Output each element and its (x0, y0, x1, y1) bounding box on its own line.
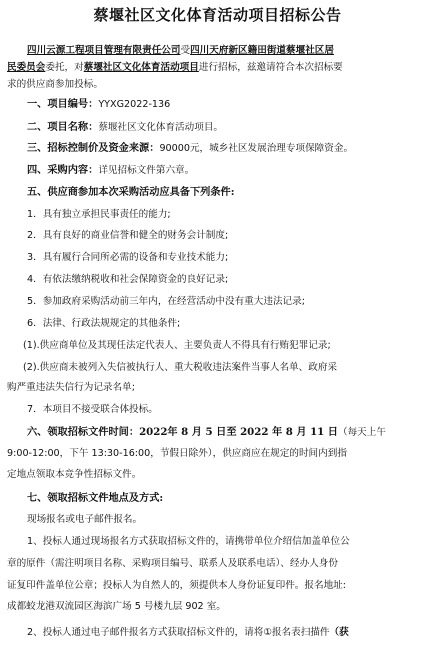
section-7-para-2: 证复印件盖单位公章；投标人为自然人的，须提供本人身份证复印件。报名地址: (7, 580, 347, 591)
condition-subitem-cont: 购严重违法失信行为记录名单; (7, 382, 135, 393)
section-7-para-2: 成都蛟龙港双流园区海滨广场 5 号楼九层 902 室。 (7, 601, 226, 612)
section-1: 一、项目编号：YYXG2022-136 (27, 98, 171, 110)
condition-item: 3．具有履行合同所必需的设备和专业技术能力; (27, 252, 229, 263)
section-7-para-3: 2、投标人通过电子邮件报名方式获取招标文件的，请将①报名表扫描件（获 (27, 627, 349, 638)
section-7-para-1: 现场报名或电子邮件报名。 (27, 514, 143, 525)
section-5-heading: 五、供应商参加本次采购活动应具备下列条件: (27, 186, 235, 198)
project-name: 蔡堰社区文化体育活动项目 (83, 62, 199, 73)
condition-item: 7．本项目不接受联合体投标。 (27, 404, 158, 415)
page-title: 蔡堰社区文化体育活动项目招标公告 (93, 6, 342, 24)
intro-line-2: 民委员会委托，对蔡堰社区文化体育活动项目进行招标，兹邀请符合本次招标要 (7, 62, 343, 73)
condition-item: 1．具有独立承担民事责任的能力; (27, 209, 171, 220)
section-2: 二、项目名称：蔡堰社区文化体育活动项目。 (27, 121, 224, 133)
pickup-dates: 2022年 8 月 5 日至 2022 年 8 月 11 日 (139, 426, 338, 438)
owner-name: 四川天府新区籍田街道蔡堰社区居 (190, 45, 334, 56)
condition-item: 4．有依法缴纳税收和社会保障资金的良好记录; (27, 274, 229, 285)
section-6-line-2: 9:00-12:00，下午 13:30-16:00，节假日除外），供应商应在规定的时间内到指 (7, 448, 347, 459)
intro-line-3: 求的供应商参加投标。 (7, 79, 103, 90)
condition-item: 2．具有良好的商业信誉和健全的财务会计制度; (27, 230, 229, 241)
section-7-heading: 七、领取招标文件地点及方式: (27, 492, 164, 504)
condition-item: 6．法律、行政法规规定的其他条件; (27, 318, 181, 329)
section-6: 六、领取招标文件时间：2022年 8 月 5 日至 2022 年 8 月 11 日（每天上午 (27, 426, 386, 438)
condition-subitem: (1).供应商单位及其现任法定代表人、主要负责人不得具有行贿犯罪记录; (23, 340, 331, 351)
condition-item: 5．参加政府采购活动前三年内，在经营活动中没有重大违法记录; (27, 296, 305, 307)
section-7-para-2: 1、投标人通过现场报名方式获取招标文件的，请携带单位介绍信加盖单位公 (27, 536, 350, 547)
agency-name: 四川云源工程项目管理有限责任公司 (27, 45, 181, 56)
section-6-line-3: 定地点领取本竞争性招标文件。 (7, 469, 142, 480)
section-4: 四、采购内容：详见招标文件第六章。 (27, 164, 195, 176)
condition-subitem: (2).供应商未被列入失信被执行人、重大税收违法案件当事人名单、政府采 (23, 362, 338, 373)
intro-line-1: 四川云源工程项目管理有限责任公司受四川天府新区籍田街道蔡堰社区居 (27, 45, 334, 56)
section-7-para-2: 章的原件（需注明项目名称、采购项目编号、联系人及联系电话）、经办人身份 (7, 558, 338, 569)
section-3: 三、招标控制价及资金来源：90000元，城乡社区发展治理专项保障资金。 (27, 142, 354, 154)
